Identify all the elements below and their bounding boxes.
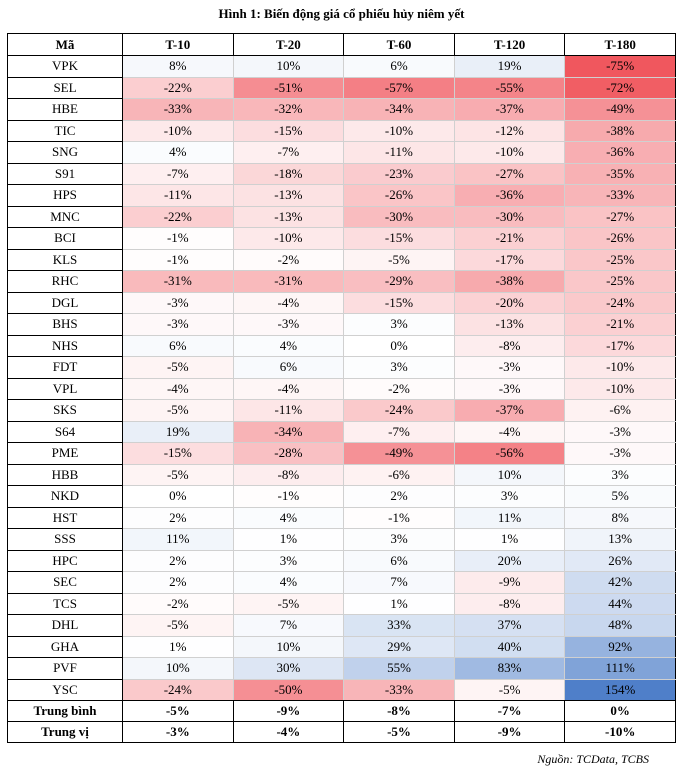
value-cell: -7%	[344, 421, 455, 443]
value-cell: -57%	[344, 77, 455, 99]
value-cell: 2%	[123, 572, 234, 594]
header-t180: T-180	[565, 34, 676, 56]
value-cell: -7%	[123, 163, 234, 185]
table-row	[8, 99, 676, 121]
value-cell: 7%	[344, 572, 455, 594]
value-cell: 83%	[454, 658, 565, 680]
value-cell: -25%	[565, 249, 676, 271]
value-cell: -5%	[233, 593, 344, 615]
value-cell: 55%	[344, 658, 455, 680]
value-cell: -31%	[233, 271, 344, 293]
value-cell: -7%	[233, 142, 344, 164]
value-cell: -22%	[123, 206, 234, 228]
value-cell: -18%	[233, 163, 344, 185]
value-cell: 6%	[233, 357, 344, 379]
table-row	[8, 185, 676, 207]
stock-code: HPS	[8, 185, 123, 207]
table-row	[8, 378, 676, 400]
table-row	[8, 120, 676, 142]
value-cell: 48%	[565, 615, 676, 637]
table-row	[8, 56, 676, 78]
value-cell: -5%	[123, 400, 234, 422]
stock-code: TIC	[8, 120, 123, 142]
value-cell: -11%	[123, 185, 234, 207]
value-cell: -4%	[233, 378, 344, 400]
value-cell: -55%	[454, 77, 565, 99]
value-cell: 19%	[454, 56, 565, 78]
value-cell: -10%	[454, 142, 565, 164]
value-cell: 1%	[123, 636, 234, 658]
summary-cell: 0%	[565, 701, 676, 722]
value-cell: -3%	[123, 314, 234, 336]
value-cell: 29%	[344, 636, 455, 658]
value-cell: -6%	[344, 464, 455, 486]
value-cell: -15%	[123, 443, 234, 465]
value-cell: -10%	[123, 120, 234, 142]
value-cell: -28%	[233, 443, 344, 465]
value-cell: 111%	[565, 658, 676, 680]
delisted-stock-price-table	[7, 33, 676, 743]
value-cell: -32%	[233, 99, 344, 121]
value-cell: 2%	[123, 550, 234, 572]
table-row	[8, 550, 676, 572]
value-cell: 2%	[123, 507, 234, 529]
value-cell: -34%	[233, 421, 344, 443]
value-cell: -1%	[344, 507, 455, 529]
table-row	[8, 464, 676, 486]
stock-code: PVF	[8, 658, 123, 680]
header-t120: T-120	[454, 34, 565, 56]
value-cell: -27%	[565, 206, 676, 228]
stock-code: YSC	[8, 679, 123, 701]
value-cell: 13%	[565, 529, 676, 551]
value-cell: 30%	[233, 658, 344, 680]
value-cell: 3%	[344, 314, 455, 336]
summary-cell: -8%	[344, 701, 455, 722]
table-row	[8, 357, 676, 379]
value-cell: -72%	[565, 77, 676, 99]
stock-code: NKD	[8, 486, 123, 508]
stock-code: PME	[8, 443, 123, 465]
value-cell: -51%	[233, 77, 344, 99]
value-cell: -33%	[123, 99, 234, 121]
table-row	[8, 206, 676, 228]
value-cell: -13%	[233, 185, 344, 207]
summary-cell: -7%	[454, 701, 565, 722]
table-row	[8, 228, 676, 250]
value-cell: -36%	[454, 185, 565, 207]
value-cell: -8%	[454, 335, 565, 357]
value-cell: -1%	[123, 249, 234, 271]
value-cell: -26%	[565, 228, 676, 250]
value-cell: 92%	[565, 636, 676, 658]
value-cell: 0%	[123, 486, 234, 508]
stock-code: SEC	[8, 572, 123, 594]
value-cell: 26%	[565, 550, 676, 572]
summary-cell: -5%	[344, 722, 455, 743]
value-cell: -8%	[233, 464, 344, 486]
value-cell: 6%	[123, 335, 234, 357]
table-row	[8, 529, 676, 551]
stock-code: GHA	[8, 636, 123, 658]
value-cell: -37%	[454, 99, 565, 121]
value-cell: -3%	[565, 421, 676, 443]
value-cell: -38%	[454, 271, 565, 293]
summary-cell: -4%	[233, 722, 344, 743]
table-row	[8, 443, 676, 465]
value-cell: 20%	[454, 550, 565, 572]
value-cell: 10%	[233, 56, 344, 78]
value-cell: -24%	[565, 292, 676, 314]
summary-cell: -9%	[454, 722, 565, 743]
summary-cell: -5%	[123, 701, 234, 722]
value-cell: 3%	[454, 486, 565, 508]
value-cell: -4%	[454, 421, 565, 443]
value-cell: -3%	[233, 314, 344, 336]
stock-code: HST	[8, 507, 123, 529]
header-t60: T-60	[344, 34, 455, 56]
summary-cell: -10%	[565, 722, 676, 743]
value-cell: -34%	[344, 99, 455, 121]
table-body	[8, 56, 676, 701]
value-cell: 4%	[233, 507, 344, 529]
table-row	[8, 679, 676, 701]
value-cell: -21%	[565, 314, 676, 336]
summary-cell: -9%	[233, 701, 344, 722]
stock-code: BHS	[8, 314, 123, 336]
value-cell: -5%	[123, 615, 234, 637]
value-cell: 3%	[344, 357, 455, 379]
stock-code: HPC	[8, 550, 123, 572]
source-note: Nguồn: TCData, TCBS	[537, 752, 649, 766]
value-cell: -5%	[454, 679, 565, 701]
stock-code: SSS	[8, 529, 123, 551]
value-cell: 10%	[454, 464, 565, 486]
table-row	[8, 658, 676, 680]
value-cell: 3%	[233, 550, 344, 572]
value-cell: -23%	[344, 163, 455, 185]
table-row	[8, 572, 676, 594]
value-cell: -15%	[344, 292, 455, 314]
value-cell: -9%	[454, 572, 565, 594]
value-cell: 4%	[123, 142, 234, 164]
value-cell: 154%	[565, 679, 676, 701]
value-cell: -38%	[565, 120, 676, 142]
value-cell: -4%	[123, 378, 234, 400]
value-cell: -3%	[454, 378, 565, 400]
value-cell: -3%	[565, 443, 676, 465]
stock-code: HBB	[8, 464, 123, 486]
value-cell: 37%	[454, 615, 565, 637]
table-row	[8, 163, 676, 185]
stock-code: DGL	[8, 292, 123, 314]
header-row	[8, 34, 676, 56]
stock-code: MNC	[8, 206, 123, 228]
value-cell: -21%	[454, 228, 565, 250]
value-cell: -10%	[233, 228, 344, 250]
value-cell: -5%	[344, 249, 455, 271]
value-cell: -25%	[565, 271, 676, 293]
stock-code: HBE	[8, 99, 123, 121]
summary-label: Trung vị	[8, 722, 123, 743]
value-cell: 1%	[233, 529, 344, 551]
table-row	[8, 271, 676, 293]
value-cell: -35%	[565, 163, 676, 185]
value-cell: 3%	[344, 529, 455, 551]
value-cell: 8%	[565, 507, 676, 529]
value-cell: 44%	[565, 593, 676, 615]
stock-code: TCS	[8, 593, 123, 615]
value-cell: -5%	[123, 464, 234, 486]
stock-code: SNG	[8, 142, 123, 164]
value-cell: 11%	[454, 507, 565, 529]
value-cell: -12%	[454, 120, 565, 142]
figure-title: Hình 1: Biến động giá cổ phiếu hủy niêm yết	[218, 6, 465, 21]
value-cell: -3%	[454, 357, 565, 379]
value-cell: 10%	[123, 658, 234, 680]
stock-code: S91	[8, 163, 123, 185]
value-cell: -30%	[344, 206, 455, 228]
value-cell: 2%	[344, 486, 455, 508]
stock-code: VPL	[8, 378, 123, 400]
value-cell: 42%	[565, 572, 676, 594]
stock-code: KLS	[8, 249, 123, 271]
summary-label: Trung bình	[8, 701, 123, 722]
table-row	[8, 314, 676, 336]
value-cell: -13%	[454, 314, 565, 336]
stock-code: RHC	[8, 271, 123, 293]
value-cell: -13%	[233, 206, 344, 228]
value-cell: -11%	[344, 142, 455, 164]
value-cell: -1%	[123, 228, 234, 250]
summary-cell: -3%	[123, 722, 234, 743]
value-cell: 6%	[344, 56, 455, 78]
value-cell: -8%	[454, 593, 565, 615]
value-cell: -15%	[344, 228, 455, 250]
value-cell: 6%	[344, 550, 455, 572]
value-cell: 5%	[565, 486, 676, 508]
value-cell: -3%	[123, 292, 234, 314]
header-t10: T-10	[123, 34, 234, 56]
table-row	[8, 249, 676, 271]
table-row	[8, 335, 676, 357]
stock-code: S64	[8, 421, 123, 443]
value-cell: -2%	[344, 378, 455, 400]
table-row	[8, 292, 676, 314]
value-cell: 4%	[233, 572, 344, 594]
value-cell: 11%	[123, 529, 234, 551]
table-row	[8, 421, 676, 443]
value-cell: -1%	[233, 486, 344, 508]
table-row	[8, 507, 676, 529]
value-cell: 1%	[454, 529, 565, 551]
value-cell: -33%	[344, 679, 455, 701]
stock-code: DHL	[8, 615, 123, 637]
stock-code: FDT	[8, 357, 123, 379]
value-cell: 0%	[344, 335, 455, 357]
value-cell: -24%	[123, 679, 234, 701]
table-row	[8, 636, 676, 658]
value-cell: 19%	[123, 421, 234, 443]
value-cell: 40%	[454, 636, 565, 658]
value-cell: -6%	[565, 400, 676, 422]
value-cell: 1%	[344, 593, 455, 615]
value-cell: -11%	[233, 400, 344, 422]
table-row	[8, 77, 676, 99]
value-cell: -56%	[454, 443, 565, 465]
value-cell: -10%	[344, 120, 455, 142]
value-cell: -4%	[233, 292, 344, 314]
value-cell: -2%	[233, 249, 344, 271]
header-code: Mã	[8, 34, 123, 56]
value-cell: 33%	[344, 615, 455, 637]
summary-row-average	[8, 701, 676, 722]
stock-code: SEL	[8, 77, 123, 99]
stock-code: VPK	[8, 56, 123, 78]
value-cell: -49%	[344, 443, 455, 465]
value-cell: -75%	[565, 56, 676, 78]
stock-code: BCI	[8, 228, 123, 250]
value-cell: 7%	[233, 615, 344, 637]
value-cell: -10%	[565, 357, 676, 379]
value-cell: -31%	[123, 271, 234, 293]
value-cell: -2%	[123, 593, 234, 615]
stock-code: SKS	[8, 400, 123, 422]
table-row	[8, 142, 676, 164]
value-cell: 3%	[565, 464, 676, 486]
value-cell: -49%	[565, 99, 676, 121]
value-cell: -50%	[233, 679, 344, 701]
value-cell: -17%	[565, 335, 676, 357]
summary-row-median	[8, 722, 676, 743]
value-cell: 8%	[123, 56, 234, 78]
value-cell: -5%	[123, 357, 234, 379]
value-cell: -15%	[233, 120, 344, 142]
table-row	[8, 615, 676, 637]
value-cell: -30%	[454, 206, 565, 228]
table-row	[8, 486, 676, 508]
value-cell: -20%	[454, 292, 565, 314]
value-cell: -27%	[454, 163, 565, 185]
value-cell: -17%	[454, 249, 565, 271]
value-cell: -33%	[565, 185, 676, 207]
stock-code: NHS	[8, 335, 123, 357]
value-cell: -22%	[123, 77, 234, 99]
value-cell: 4%	[233, 335, 344, 357]
table-row	[8, 593, 676, 615]
value-cell: 10%	[233, 636, 344, 658]
value-cell: -29%	[344, 271, 455, 293]
value-cell: -37%	[454, 400, 565, 422]
value-cell: -36%	[565, 142, 676, 164]
value-cell: -10%	[565, 378, 676, 400]
header-t20: T-20	[233, 34, 344, 56]
value-cell: -26%	[344, 185, 455, 207]
table-row	[8, 400, 676, 422]
value-cell: -24%	[344, 400, 455, 422]
